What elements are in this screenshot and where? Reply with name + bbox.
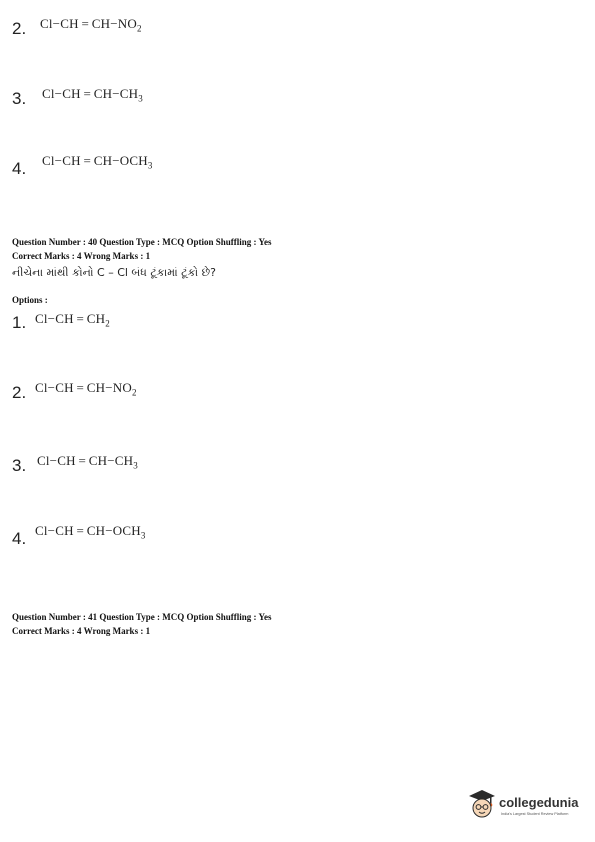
- prev-option-4-number: 4.: [12, 159, 27, 178]
- formula-text: Cl−CH = CH−OCH: [42, 153, 148, 168]
- q40-header-line1: Question Number : 40 Question Type : MCQ Option Shuffling : Yes: [12, 237, 272, 247]
- q40-options-label: Options :: [12, 295, 48, 305]
- formula-subscript: 2: [105, 318, 110, 329]
- formula-text: Cl−CH = CH−CH: [37, 453, 134, 468]
- q41-header-line1: Question Number : 41 Question Type : MCQ Option Shuffling : Yes: [12, 612, 272, 622]
- q40-option-2-number: 2.: [12, 383, 27, 402]
- formula-text: Cl−CH = CH−OCH: [35, 523, 141, 538]
- q40-option-3-number: 3.: [12, 456, 27, 475]
- formula-text: Cl−CH = CH−NO: [40, 16, 137, 31]
- graduate-face-icon: [467, 788, 497, 820]
- logo-name: collegedunia: [499, 795, 579, 810]
- prev-option-2-number: 2.: [12, 19, 27, 38]
- formula-subscript: 3: [138, 93, 143, 104]
- prev-option-3-number: 3.: [12, 89, 27, 108]
- prev-option-2-formula: [40, 16, 142, 34]
- q40-option-4-formula: [35, 523, 146, 541]
- formula-subscript: 3: [140, 530, 146, 541]
- q40-option-1-formula: [35, 311, 110, 329]
- formula-subscript: 3: [147, 160, 153, 171]
- q41-header-line2: Correct Marks : 4 Wrong Marks : 1: [12, 626, 151, 636]
- prev-option-4-formula: [42, 153, 153, 171]
- collegedunia-logo: [467, 788, 589, 822]
- formula-text: Cl−CH = CH−NO: [35, 380, 132, 395]
- q40-question-text: નીચેના માંથી કોનો C – Cl બંધ ટૂંકામાં ટૂંકો છે?: [12, 266, 216, 279]
- formula-text: Cl−CH = CH−CH: [42, 86, 139, 101]
- q40-header-line2: Correct Marks : 4 Wrong Marks : 1: [12, 251, 151, 261]
- formula-text: Cl−CH = CH: [35, 311, 106, 326]
- q40-option-3-formula: [37, 453, 138, 471]
- logo-tagline: India's Largest Student Review Platform: [501, 812, 569, 816]
- prev-option-3-formula: [42, 86, 143, 104]
- formula-subscript: 2: [136, 23, 142, 34]
- q40-option-1-number: 1.: [12, 313, 27, 332]
- formula-subscript: 2: [131, 387, 137, 398]
- q40-option-4-number: 4.: [12, 529, 27, 548]
- formula-subscript: 3: [133, 460, 138, 471]
- q40-option-2-formula: [35, 380, 137, 398]
